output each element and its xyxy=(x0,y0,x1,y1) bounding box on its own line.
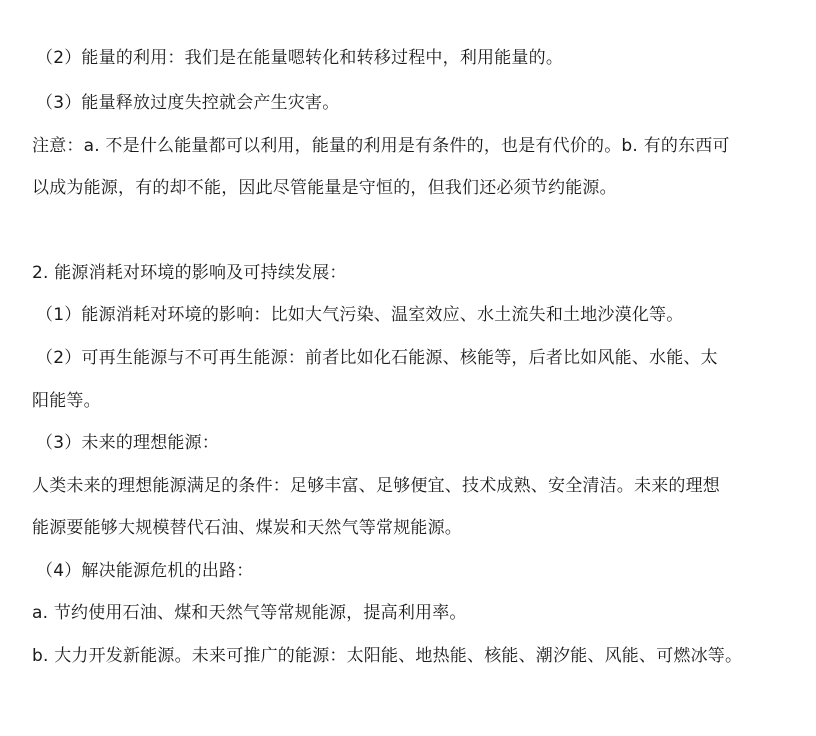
text-line-crisis-heading: （4）解决能源危机的出路： xyxy=(36,561,254,581)
text-line-energy-use: （2）能量的利用：我们是在能量嗯转化和转移过程中，利用能量的。 xyxy=(36,48,564,68)
text-line-note-a: 注意：a. 不是什么能量都可以利用，能量的利用是有条件的，也是有代价的。b. 有的东西可 xyxy=(32,136,730,156)
text-line-ideal-conditions-cont: 能源要能够大规模替代石油、煤炭和天然气等常规能源。 xyxy=(32,518,462,538)
text-line-crisis-b: b. 大力开发新能源。未来可推广的能源：太阳能、地热能、核能、潮汐能、风能、可燃冰等。 xyxy=(32,646,743,666)
text-line-environment-impact: （1）能源消耗对环境的影响：比如大气污染、温室效应、水土流失和土地沙漠化等。 xyxy=(36,305,684,325)
text-line-renewable: （2）可再生能源与不可再生能源：前者比如化石能源、核能等，后者比如风能、水能、太 xyxy=(36,348,718,368)
text-line-note-b: 以成为能源，有的却不能，因此尽管能量是守恒的，但我们还必须节约能源。 xyxy=(32,178,617,198)
text-line-crisis-a: a. 节约使用石油、煤和天然气等常规能源，提高利用率。 xyxy=(32,603,467,623)
text-line-energy-hazard: （3）能量释放过度失控就会产生灾害。 xyxy=(36,93,340,113)
section-heading-energy-environment: 2. 能源消耗对环境的影响及可持续发展： xyxy=(32,263,347,283)
text-line-renewable-cont: 阳能等。 xyxy=(32,391,101,411)
text-line-ideal-energy-heading: （3）未来的理想能源： xyxy=(36,433,220,453)
text-line-ideal-conditions: 人类未来的理想能源满足的条件：足够丰富、足够便宜、技术成熟、安全清洁。未来的理想 xyxy=(32,476,720,496)
